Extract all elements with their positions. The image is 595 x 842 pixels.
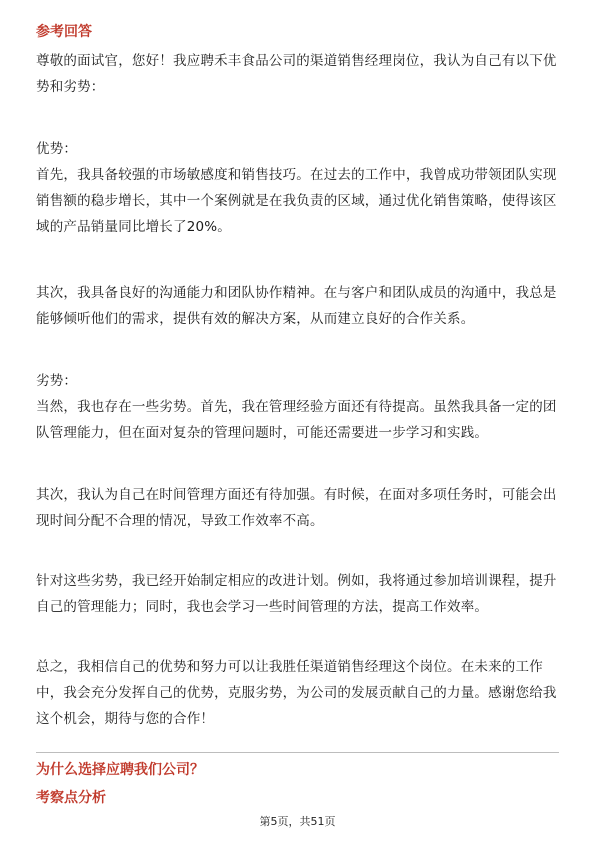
strength-paragraph-2: 其次，我具备良好的沟通能力和团队协作精神。在与客户和团队成员的沟通中，我总是能够倾听他们的需求，提供有效的解决方案，从而建立良好的合作关系。: [36, 285, 557, 327]
weakness-paragraph-2: 其次，我认为自己在时间管理方面还有待加强。有时候，在面对多项任务时，可能会出现时间分配不合理的情况，导致工作效率不高。: [36, 487, 557, 529]
greeting-paragraph: 尊敬的面试官，您好！我应聘禾丰食品公司的渠道销售经理岗位，我认为自己有以下优势和劣势：: [36, 53, 557, 95]
weaknesses-label: 劣势：: [36, 373, 78, 389]
analysis-heading: 考察点分析: [36, 790, 106, 806]
weakness-paragraph-1: 当然，我也存在一些劣势。首先，我在管理经验方面还有待提高。虽然我具备一定的团队管理能力，但在面对复杂的管理问题时，可能还需要进一步学习和实践。: [36, 399, 557, 441]
answer-heading: 参考回答: [36, 24, 92, 40]
section-divider: [36, 752, 559, 753]
conclusion-paragraph: 总之，我相信自己的优势和努力可以让我胜任渠道销售经理这个岗位。在未来的工作中，我会充分发挥自己的优势，克服劣势，为公司的发展贡献自己的力量。感谢您给我这个机会，期待与您的合作！: [36, 659, 557, 727]
strength-paragraph-1: 首先，我具备较强的市场敏感度和销售技巧。在过去的工作中，我曾成功带领团队实现销售额的稳步增长，其中一个案例就是在我负责的区域，通过优化销售策略，使得该区域的产品销量同比增长了20%。: [36, 167, 557, 235]
strengths-label: 优势：: [36, 141, 78, 157]
improvement-paragraph: 针对这些劣势，我已经开始制定相应的改进计划。例如，我将通过参加培训课程，提升自己的管理能力；同时，我也会学习一些时间管理的方法，提高工作效率。: [36, 573, 557, 615]
page-number-footer: 第5页，共51页: [259, 815, 336, 828]
next-question-heading: 为什么选择应聘我们公司？: [36, 762, 204, 778]
